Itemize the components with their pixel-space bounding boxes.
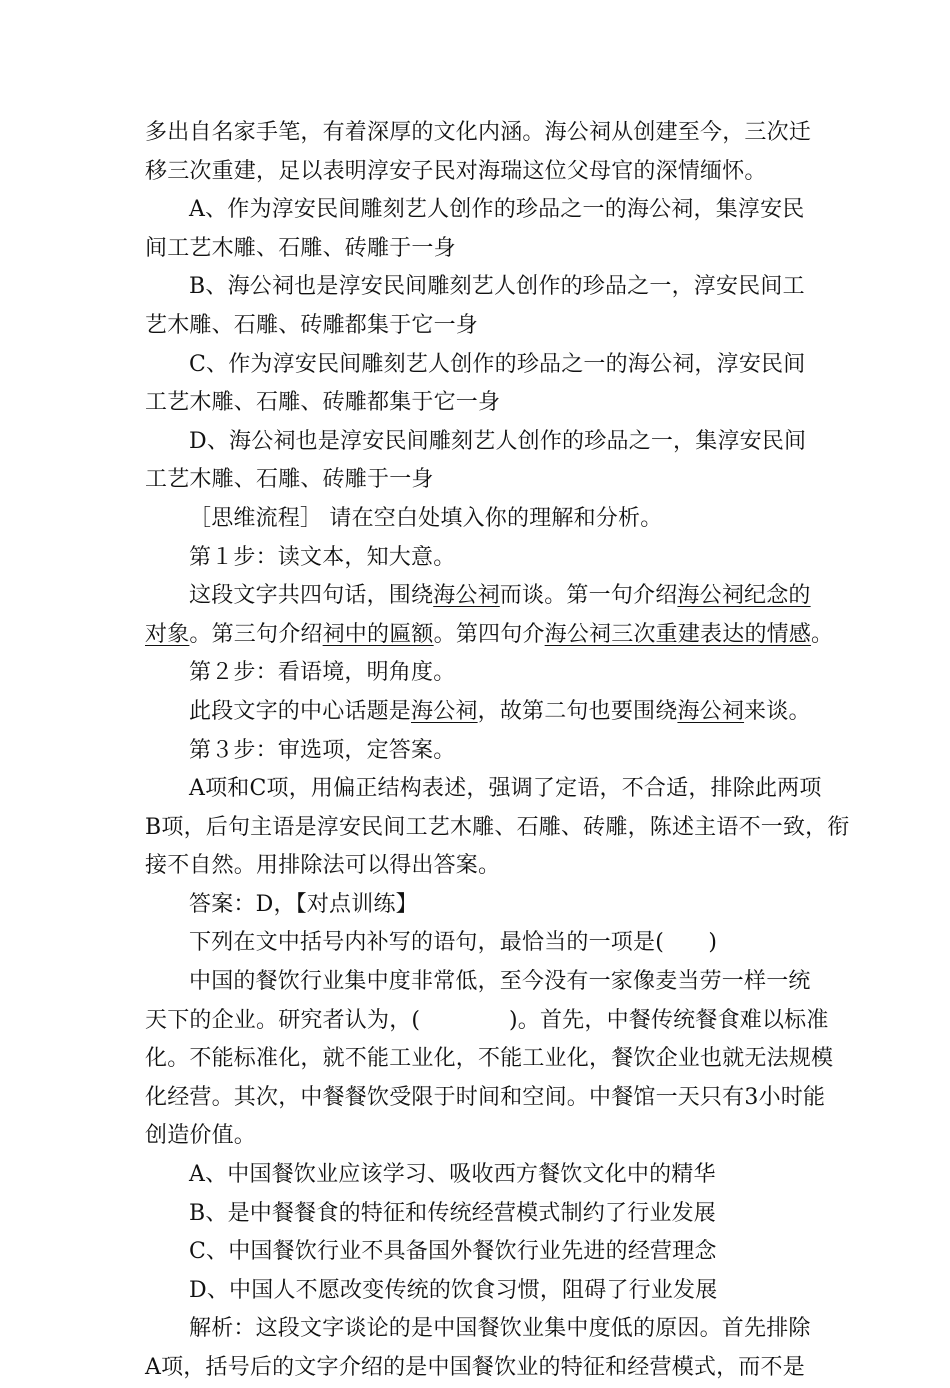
text-segment: 中国的餐饮行业集中度非常低，至今没有一家像麦当劳一样一统 [189,969,811,995]
text-line [145,268,825,307]
text-segment: 间工艺木雕、石雕、砖雕于一身 [145,235,456,261]
text-segment: 。 [811,621,834,647]
underlined-text: 海公祠纪念的 [677,583,811,609]
underlined-text: 海公祠三次重建表达的情感 [544,621,812,647]
underlined-text: 海公祠 [677,698,745,724]
text-line [145,307,825,346]
text-line [145,1195,825,1234]
text-line [145,1040,834,1079]
text-segment: 艺木雕、石雕、砖雕都集于它一身 [145,312,479,338]
text-line [145,1272,825,1311]
text-line [145,1349,825,1388]
text-segment: 答案：D，【对点训练】 [189,891,418,917]
text-line [145,1310,825,1349]
text-line [145,1079,825,1118]
underlined-text: 对象 [145,621,190,647]
text-line [145,1117,825,1156]
text-line [145,114,825,153]
text-line [145,886,825,925]
text-line [145,654,825,693]
text-line [145,1233,825,1272]
text-segment: 接不自然。用排除法可以得出答案。 [145,853,501,879]
text-segment: C、作为淳安民间雕刻艺人创作的珍品之一的海公祠，淳安民间 [189,351,806,377]
underlined-text: 海公祠 [433,583,500,609]
text-segment: B、是中餐餐食的特征和传统经营模式制约了行业发展 [189,1200,716,1226]
underlined-text: 海公祠 [411,698,478,724]
text-line [145,847,825,886]
text-segment: 移三次重建，足以表明淳安子民对海瑞这位父母官的深情缅怀。 [145,158,767,184]
text-segment: 第３步：审选项，定答案。 [189,737,456,763]
text-segment: C、中国餐饮行业不具备国外餐饮行业先进的经营理念 [189,1239,717,1265]
text-line [145,539,825,578]
text-segment: B项，后句主语是淳安民间工艺木雕、石雕、砖雕，陈述主语不一致，衔 [145,814,850,840]
text-segment: 第１步：读文本，知大意。 [189,544,456,570]
text-segment: 创造价值。 [145,1123,257,1149]
text-segment: A、作为淳安民间雕刻艺人创作的珍品之一的海公祠，集淳安民 [189,197,805,223]
text-segment: 天下的企业。研究者认为，( )。首先，中餐传统餐食难以标准 [145,1007,829,1033]
text-line [145,191,825,230]
text-line [145,770,825,809]
text-line [145,384,825,423]
text-line [145,423,825,462]
text-line [145,577,825,616]
text-line [145,230,825,269]
text-line [145,616,834,655]
text-line [145,153,825,192]
text-segment: 工艺木雕、石雕、砖雕都集于它一身 [145,390,501,416]
text-line [145,924,825,963]
text-segment: ［思维流程］ 请在空白处填入你的理解和分析。 [189,505,663,531]
text-line [145,693,825,732]
text-segment: A项和C项，用偏正结构表述，强调了定语，不合适，排除此两项 [189,776,822,802]
document-body [145,114,850,1388]
text-line [145,346,825,385]
text-segment: D、中国人不愿改变传统的饮食习惯，阻碍了行业发展 [189,1277,718,1303]
text-segment: B、海公祠也是淳安民间雕刻艺人创作的珍品之一，淳安民间工 [189,274,805,300]
text-segment: ，故第二句也要围绕 [477,698,678,724]
text-segment: 解析：这段文字谈论的是中国餐饮业集中度低的原因。首先排除 [189,1316,811,1342]
text-segment: 第２步：看语境，明角度。 [189,660,456,686]
text-line [145,500,825,539]
underlined-text: 祠中的匾额 [322,621,434,647]
text-segment: 此段文字的中心话题是 [189,698,412,724]
text-segment: 这段文字共四句话，围绕 [189,583,434,609]
text-segment: 而谈。第一句介绍 [499,583,678,609]
text-segment: 多出自名家手笔，有着深厚的文化内涵。海公祠从创建至今，三次迁 [145,120,812,145]
text-line [145,1002,829,1041]
text-line [145,1156,825,1195]
text-segment: 化。不能标准化，就不能工业化，不能工业化，餐饮企业也就无法规模 [145,1046,834,1072]
text-line [145,809,850,848]
text-line [145,963,825,1002]
text-segment: 来谈。 [744,698,811,724]
text-segment: A、中国餐饮业应该学习、吸收西方餐饮文化中的精华 [189,1162,716,1188]
text-segment: D、海公祠也是淳安民间雕刻艺人创作的珍品之一，集淳安民间 [189,428,807,454]
text-line [145,732,825,771]
text-line [145,461,825,500]
text-segment: 下列在文中括号内补写的语句，最恰当的一项是( ) [189,930,718,956]
text-segment: A项，括号后的文字介绍的是中国餐饮业的特征和经营模式，而不是 [145,1355,805,1380]
text-segment: 工艺木雕、石雕、砖雕于一身 [145,467,434,493]
text-segment: 。第四句介 [433,621,545,647]
text-segment: 化经营。其次，中餐餐饮受限于时间和空间。中餐馆一天只有3小时能 [145,1084,826,1110]
text-segment: 。第三句介绍 [189,621,323,647]
